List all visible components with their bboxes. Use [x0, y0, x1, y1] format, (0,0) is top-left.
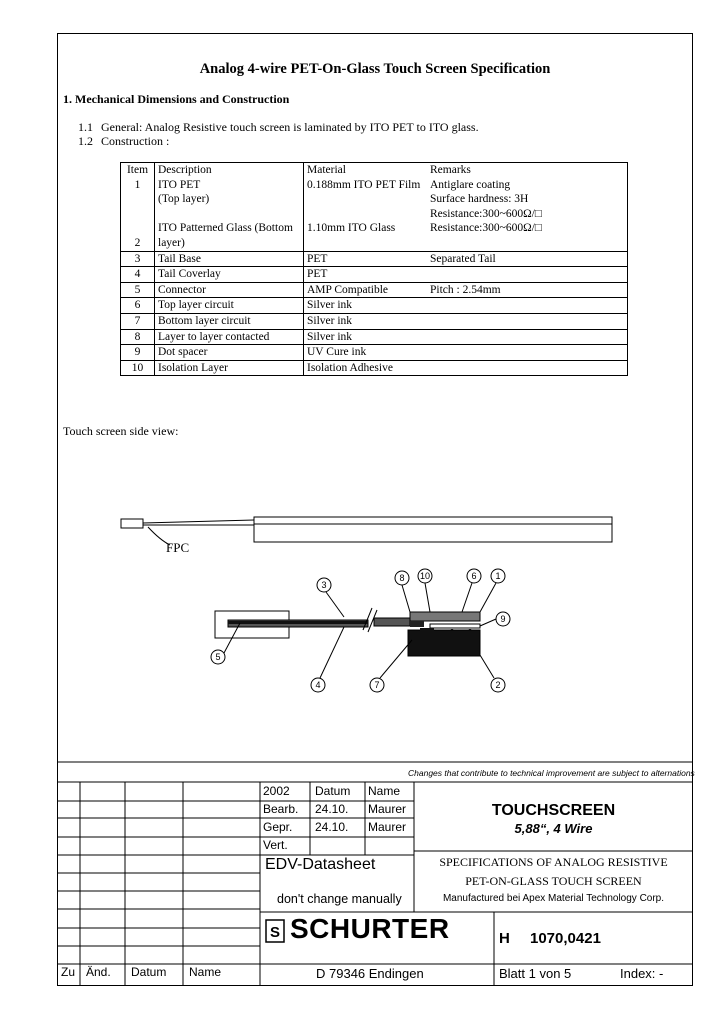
- description-cell: Layer to layer contacted: [155, 329, 304, 345]
- remarks-cell: Pitch : 2.54mm: [430, 283, 501, 296]
- callout-4: 4: [315, 680, 321, 690]
- remarks-cell: Separated Tail: [430, 252, 496, 265]
- section-heading: 1. Mechanical Dimensions and Construction: [63, 92, 290, 106]
- remarks-cell: Resistance:300~600Ω/□: [430, 207, 542, 220]
- material-cell: PET: [307, 268, 328, 281]
- material-cell: Silver ink: [307, 314, 353, 327]
- item-number-1-1: 1.1: [78, 120, 93, 134]
- material-cell: Silver ink: [307, 330, 353, 343]
- cross-section: [215, 608, 480, 656]
- vert-label: Vert.: [263, 838, 288, 852]
- item-cell: 4: [121, 267, 155, 283]
- description-cell: Tail Base: [155, 251, 304, 267]
- name-header: Name: [368, 784, 401, 798]
- svg-text:S: S: [270, 924, 281, 941]
- spec-line-1: SPECIFICATIONS OF ANALOG RESISTIVE: [439, 855, 668, 869]
- item-cell: 1: [121, 178, 155, 193]
- callout-9: 9: [500, 614, 506, 624]
- remarks-cell: Surface hardness: 3H: [430, 193, 529, 206]
- callout-3: 3: [321, 580, 327, 590]
- rev-zu-header: Zu: [61, 965, 76, 979]
- rev-and-header: Änd.: [86, 965, 111, 979]
- gepr-name: Maurer: [368, 820, 407, 834]
- material-cell: Silver ink: [307, 299, 353, 312]
- material-cell: PET: [307, 252, 328, 265]
- header-item: Item: [121, 163, 155, 178]
- callout-5: 5: [215, 652, 221, 662]
- description-cell: ITO PET: [155, 178, 304, 193]
- manufacturer-text: Manufactured bei Apex Material Technology Corp.: [442, 893, 665, 904]
- description-cell: Connector: [155, 282, 304, 298]
- side-view-label: Touch screen side view:: [63, 424, 179, 438]
- datum-header: Datum: [315, 784, 351, 798]
- product-subtitle: 5,88“, 4 Wire: [514, 821, 593, 836]
- product-name: TOUCHSCREEN: [491, 802, 616, 819]
- brand-name: SCHURTER: [290, 913, 450, 944]
- material-cell: 1.10mm ITO Glass: [307, 222, 396, 235]
- callout-2: 2: [495, 680, 501, 690]
- item-cell: 8: [121, 329, 155, 345]
- gepr-date: 24.10.: [315, 820, 349, 834]
- sheet-count: Blatt 1 von 5: [499, 966, 572, 981]
- callout-7: 7: [374, 680, 380, 690]
- header-remarks: Remarks: [430, 164, 471, 176]
- year-cell: 2002: [263, 784, 290, 798]
- doc-prefix: H: [499, 930, 510, 947]
- item-number-1-2: 1.2: [78, 134, 93, 148]
- material-cell: Isolation Adhesive: [307, 361, 393, 374]
- material-cell: UV Cure ink: [307, 346, 367, 359]
- description-cell: Dot spacer: [155, 345, 304, 361]
- item-cell: 5: [121, 282, 155, 298]
- item-cell: 9: [121, 345, 155, 361]
- description-cell: layer): [155, 236, 304, 251]
- description-cell: Isolation Layer: [155, 360, 304, 376]
- item-cell: 7: [121, 313, 155, 329]
- construction-label: Construction :: [101, 134, 170, 148]
- index-label: Index: -: [620, 966, 664, 981]
- bearb-date: 24.10.: [315, 802, 349, 816]
- description-cell: Tail Coverlay: [155, 267, 304, 283]
- description-cell: Bottom layer circuit: [155, 313, 304, 329]
- spec-line-2: PET-ON-GLASS TOUCH SCREEN: [465, 874, 642, 888]
- callout-1: 1: [495, 571, 501, 581]
- description-cell: (Top layer): [155, 192, 304, 207]
- notice-text: Changes that contribute to technical improvement are subject to alternations: [408, 768, 695, 778]
- callout-10: 10: [419, 571, 431, 581]
- item-cell: 6: [121, 298, 155, 314]
- dont-change-note: don't change manually: [277, 892, 402, 906]
- callout-8: 8: [399, 573, 405, 583]
- fpc-label: FPC: [166, 540, 190, 555]
- edv-datasheet: EDV-Datasheet: [265, 856, 376, 873]
- general-text: General: Analog Resistive touch screen is laminated by ITO PET to ITO glass.: [101, 120, 479, 134]
- document-title: Analog 4-wire PET-On-Glass Touch Screen Specification: [199, 61, 551, 77]
- description-cell: ITO Patterned Glass (Bottom: [155, 221, 304, 236]
- description-cell: Top layer circuit: [155, 298, 304, 314]
- material-cell: AMP Compatible: [307, 283, 389, 296]
- remarks-cell: Resistance:300~600Ω/□: [430, 222, 542, 235]
- header-description: Description: [155, 163, 304, 178]
- gepr-label: Gepr.: [263, 820, 293, 834]
- rev-name-header: Name: [189, 965, 222, 979]
- item-cell: 2: [121, 236, 155, 251]
- item-cell: 10: [121, 360, 155, 376]
- bearb-name: Maurer: [368, 802, 407, 816]
- header-material: Material: [307, 164, 346, 176]
- doc-number: 1070,0421: [530, 930, 601, 947]
- simple-side-view: [121, 517, 612, 545]
- address: D 79346 Endingen: [316, 966, 424, 981]
- material-cell: 0.188mm ITO PET Film: [307, 178, 421, 191]
- remarks-cell: Antiglare coating: [430, 178, 511, 191]
- callout-6: 6: [471, 571, 477, 581]
- rev-datum-header: Datum: [131, 965, 167, 979]
- bearb-label: Bearb.: [263, 802, 299, 816]
- fpc-connector-shape: [121, 519, 143, 528]
- item-cell: 3: [121, 251, 155, 267]
